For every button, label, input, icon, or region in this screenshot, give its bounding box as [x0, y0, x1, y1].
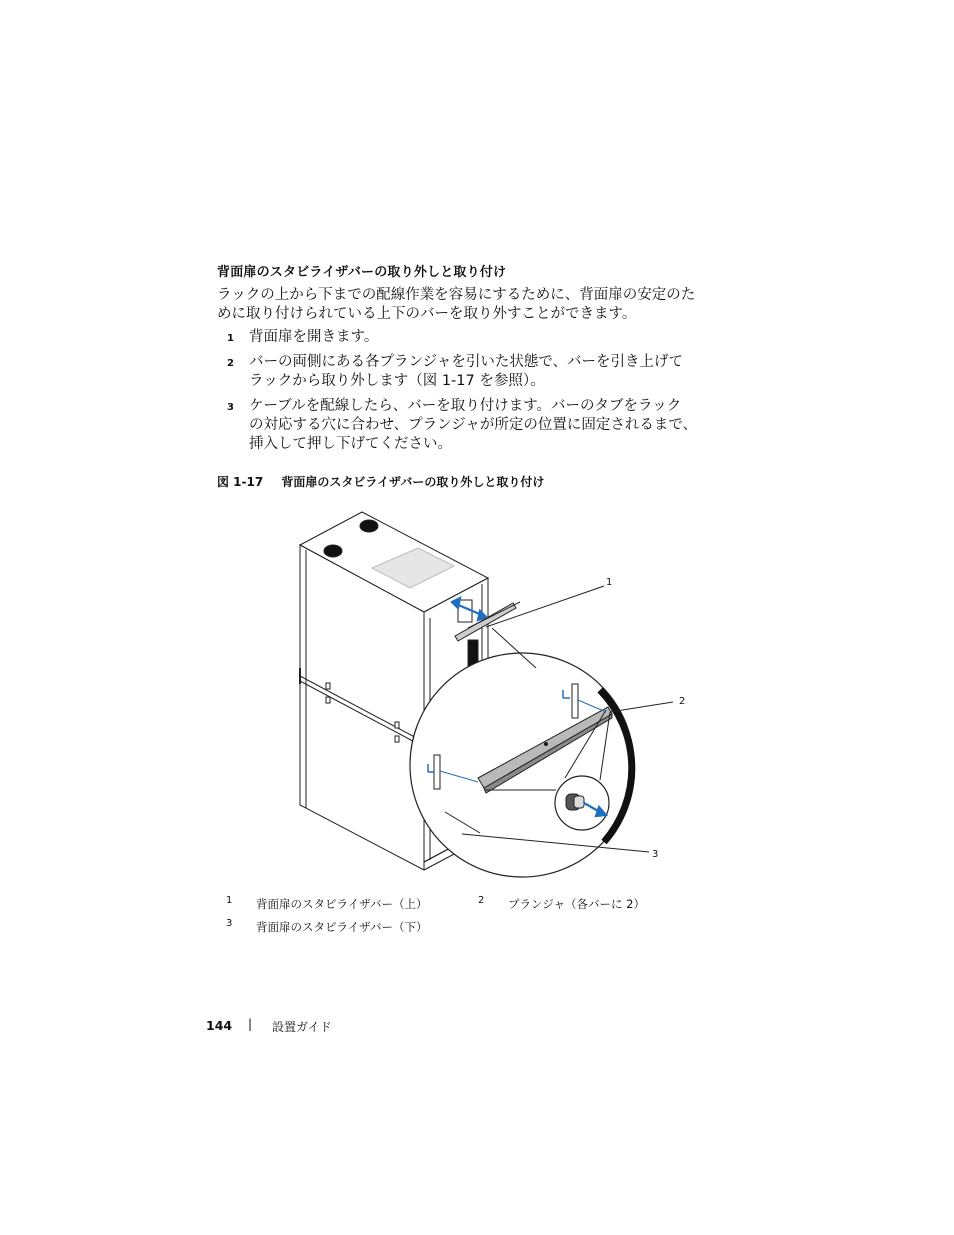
legend-text: プランジャ（各バーに 2） [508, 897, 645, 911]
step-number: 1 [227, 333, 234, 344]
section-heading: 背面扉のスタビライザバーの取り外しと取り付け [217, 265, 507, 280]
intro-line: ラックの上から下までの配線作業を容易にするために、背面扉の安定のた [217, 287, 696, 303]
page-number: 144 [206, 1018, 233, 1033]
legend-text: 背面扉のスタビライザバー（上） [256, 897, 428, 911]
step-line: バーの両側にある各プランジャを引いた状態で、バーを引き上げて [249, 354, 684, 370]
step-line: ケーブルを配線したら、バーを取り付けます。バーのタブをラック [249, 398, 682, 414]
step-number: 2 [227, 358, 234, 369]
legend-number: 3 [226, 918, 233, 929]
legend-number: 1 [226, 895, 233, 906]
footer-separator: | [248, 1017, 253, 1031]
intro-line: めに取り付けられている上下のバーを取り外すことができます。 [217, 306, 637, 322]
callout-number: 1 [606, 577, 613, 588]
legend-text: 背面扉のスタビライザバー（下） [256, 920, 428, 934]
legend-number: 2 [478, 895, 485, 906]
callout-number: 3 [652, 849, 659, 860]
footer-title: 設置ガイド [272, 1020, 332, 1034]
figure-number: 図 1-17 [217, 475, 264, 489]
step-number: 3 [227, 402, 234, 413]
step-line: 挿入して押し下げてください。 [249, 436, 452, 452]
figure-title: 背面扉のスタビライザバーの取り外しと取り付け [281, 475, 545, 489]
callout-number: 2 [679, 696, 686, 707]
step-line: の対応する穴に合わせ、プランジャが所定の位置に固定されるまで、 [249, 417, 698, 433]
step-line: ラックから取り外します（図 1-17 を参照）。 [249, 373, 545, 389]
step-line: 背面扉を開きます。 [249, 329, 379, 345]
